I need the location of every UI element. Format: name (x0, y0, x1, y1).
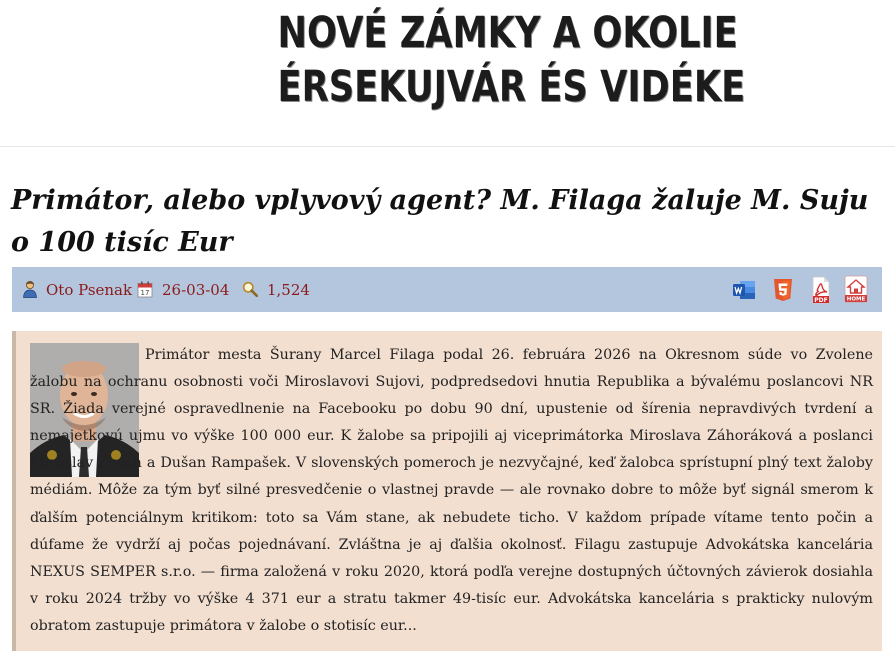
publish-date: 26-03-04 (162, 281, 230, 299)
svg-text:HOME: HOME (846, 296, 866, 303)
search-icon (242, 281, 258, 297)
svg-text:PDF: PDF (814, 297, 828, 304)
author-link[interactable]: Oto Psenak (46, 281, 133, 299)
site-banner-logo[interactable] (241, 6, 746, 131)
svg-text:17: 17 (140, 289, 150, 297)
article-title: Primátor, alebo vplyvový agent? M. Filaga žaluje M. Suju o 100 tisíc Eur (11, 185, 869, 258)
home-icon[interactable] (844, 275, 868, 303)
banner-line-1: NOVÉ ZÁMKY A OKOLIE (277, 8, 738, 58)
user-icon (22, 280, 38, 298)
html5-icon[interactable] (771, 278, 795, 302)
hits-count: 1,524 (267, 281, 310, 299)
banner-line-2: ÉRSEKUJVÁR ÉS VIDÉKE (277, 62, 746, 112)
pdf-icon[interactable] (809, 276, 833, 304)
article-meta-bar (12, 267, 882, 312)
calendar-icon (137, 281, 153, 298)
site-header (0, 0, 895, 147)
article-text: Primátor mesta Šurany Marcel Filaga podal 26. februára 2026 na Okresnom súde vo Zvolene žalobu na ochranu osobnosti voči Miroslavovi Sujovi, podpredsedovi hnutia Republika a bývalému poslancovi NR SR. Žiada verejné ospravedlnenie na Facebooku po dobu 90 dní, upustenie od šírenia nepravdivých tvrdení a nemajetkovú ujmu vo výške 100 000 eur. K žalobe sa pripojili aj viceprimátorka Miroslava Záhoráková a poslanci Miroslav Žvach a Dušan Rampašek. V slovenských pomeroch je nezvyčajné, keď žalobca sprístupní plný text žaloby médiám. Môže za tým byť silné presvedčenie o vlastnej pravde — ale rovnako dobre to môže byť signál smerom k ďalším potenciálnym kritikom: toto sa Vám stane, ak nebudete ticho. V každom prípade vítame tento počin a dúfame že vydrží aj počas pojednávaní. Zvláštna je aj ďalšia okolnosť. Filagu zastupuje Advokátska kancelária NEXUS SEMPER s.r.o. — firma založená v roku 2020, ktorá podľa verejne dostupných účtovných závierok dosiahla v roku 2024 tržby vo výške 4 371 eur a stratu takmer 49-tisíc eur. Advokátska kancelária s prakticky nulovým obratom zastupuje primátora v žalobe o stotisíc eur... (30, 347, 873, 634)
word-icon[interactable] (732, 278, 756, 302)
